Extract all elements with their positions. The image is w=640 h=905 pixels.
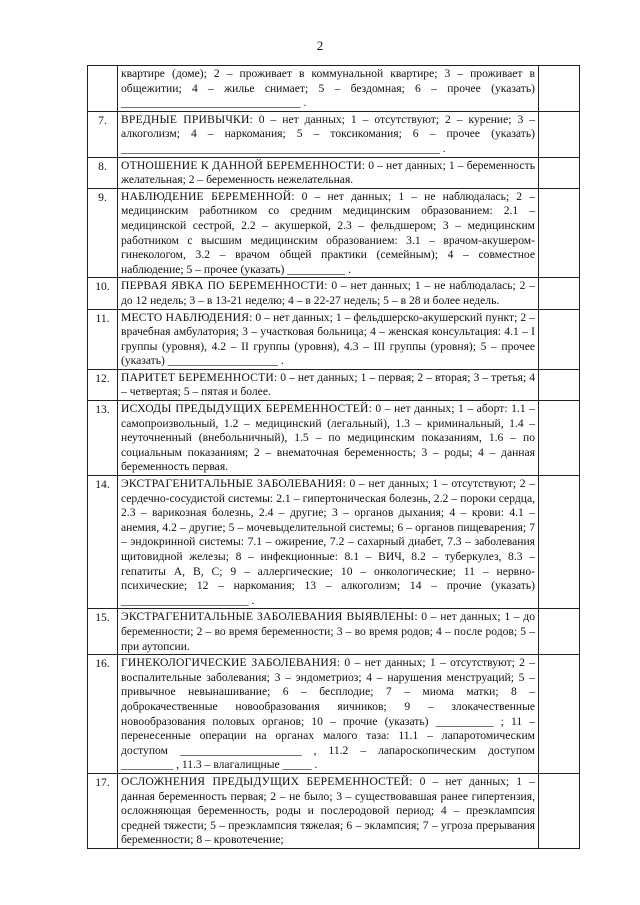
- answer-cell[interactable]: [539, 309, 580, 369]
- item-number: 11.: [88, 309, 118, 369]
- item-heading: ОСЛОЖНЕНИЯ ПРЕДЫДУЩИХ БЕРЕМЕННОСТЕЙ: [121, 774, 410, 788]
- item-text: [118, 111, 539, 157]
- item-number: 9.: [88, 188, 118, 278]
- item-text: [118, 655, 539, 774]
- item-text: [118, 609, 539, 655]
- table-row: [88, 157, 580, 188]
- table-row: [88, 66, 580, 112]
- item-text: [118, 66, 539, 112]
- item-options: : 0 – нет данных; 1 – до беременности; 2 – во время беременности; 3 – во время родов; 4 – после родов; 5 – при аутопсии.: [121, 610, 535, 653]
- item-options: квартире (доме); 2 – проживает в коммунальной квартире; 3 – проживает в общежитии; 4 – жилье снимает; 5 – бездомная; 6 – прочее (указать) _______________________________ .: [121, 67, 535, 110]
- answer-cell[interactable]: [539, 773, 580, 848]
- answer-cell[interactable]: [539, 401, 580, 476]
- answer-cell[interactable]: [539, 476, 580, 609]
- item-number: 16.: [88, 655, 118, 774]
- questionnaire-table: [87, 65, 580, 849]
- item-number: 17.: [88, 773, 118, 848]
- table-row: [88, 188, 580, 278]
- table-row: [88, 111, 580, 157]
- item-number: 14.: [88, 476, 118, 609]
- item-number: 7.: [88, 111, 118, 157]
- item-text: [118, 157, 539, 188]
- item-number: 15.: [88, 609, 118, 655]
- item-options: : 0 – нет данных; 1 – фельдшерско-акушерский пункт; 2 – врачебная амбулатория; 3 – участковая больница; 4 – женская консультация: 4.1 – I группы (уровня), 4.2 – II группы (уровня), 4.3 – III группы (уровня); 5 – прочее (указать) ___________________ .: [121, 310, 535, 368]
- table-row: [88, 401, 580, 476]
- answer-cell[interactable]: [539, 369, 580, 400]
- item-text: [118, 773, 539, 848]
- item-options: : 0 – нет данных; 1 – аборт: 1.1 – самопроизвольный, 1.2 – медицинский (легальный), 1.3 – криминальный, 1.4 – неуточненный (внебольничный), 1.5 – по медицинским показаниям, 1.6 – по социальным показаниям; 2 – внематочная беременность; 3 – роды; 4 – данная беременность первая.: [121, 402, 535, 474]
- item-number: 10.: [88, 278, 118, 309]
- table-row: [88, 773, 580, 848]
- item-text: [118, 278, 539, 309]
- item-options: : 0 – нет данных; 1 – не наблюдалась; 2 – до 12 недель; 3 – в 13-21 неделю; 4 – в 22-27 недель; 5 – в 28 и более недель.: [121, 279, 535, 307]
- item-options: : 0 – нет данных; 1 – отсутствуют; 2 – воспалительные заболевания; 3 – эндометриоз; 4 – нарушения менструаций; 5 – привычное невынашивание; 6 – бесплодие; 7 – миома матки; 8 – доброкачественные новообразования яичников; 9 – злокачественные новообразования половых органов; 10 – прочие (указать) __________ ; 11 – перенесенные операции на органах малого таза: 11.1 – лапаротомическим доступом _____________________ , 11.2 – лапароскопическим доступом _________ , 11.3 – влагалищные _____ .: [121, 656, 536, 772]
- item-heading: ЭКСТРАГЕНИТАЛЬНЫЕ ЗАБОЛЕВАНИЯ: [121, 477, 343, 491]
- item-options: : 0 – нет данных; 1 – не наблюдалась; 2 – медицинским работником со средним медицинским образованием: 2.1 – медицинской сестрой, 2.2 – акушеркой, 2.3 – фельдшером; 3 – медицинским работником с высшим медицинским образованием: 3.1 – врачом-акушером-гинекологом, 3.2 – врачом общей практики (семейным); 4 – совместное наблюдение; 5 – прочее (указать) __________ .: [121, 189, 535, 276]
- table-row: [88, 655, 580, 774]
- answer-cell[interactable]: [539, 609, 580, 655]
- item-heading: ЭКСТРАГЕНИТАЛЬНЫЕ ЗАБОЛЕВАНИЯ ВЫЯВЛЕНЫ: [121, 610, 415, 624]
- item-heading: МЕСТО НАБЛЮДЕНИЯ: [121, 310, 250, 324]
- item-heading: ВРЕДНЫЕ ПРИВЫЧКИ: [121, 112, 250, 126]
- answer-cell[interactable]: [539, 66, 580, 112]
- page-number: 2: [316, 38, 324, 53]
- answer-cell[interactable]: [539, 655, 580, 774]
- item-number: 8.: [88, 157, 118, 188]
- item-options: : 0 – нет данных; 1 – данная беременность первая; 2 – не было; 3 – существовавшая ранее гипертензия, осложняющая беременность, роды и послеродовой период; 4 – преэклампсия средней тяжести; 5 – преэклампсия тяжелая; 6 – эклампсия; 7 – угроза прерывания беременности; 8 – кровотечение;: [121, 774, 535, 847]
- item-heading: ПАРИТЕТ БЕРЕМЕННОСТИ: [121, 370, 274, 384]
- item-number: [88, 66, 118, 112]
- item-text: [118, 401, 539, 476]
- item-options: : 0 – нет данных; 1 – отсутствуют; 2 – сердечно-сосудистой системы: 2.1 – гипертоническая болезнь, 2.2 – пороки сердца, 2.3 – варикозная болезнь, 2.4 – другие; 3 – органов дыхания; 4 – крови: 4.1 – анемия, 4.2 – другие; 5 – мочевыделительной системы; 6 – органов пищеварения; 7 – эндокринной системы: 7.1 – ожирение, 7.2 – сахарный диабет, 7.3 – заболевания щитовидной железы; 8 – инфекционные: 8.1 – ВИЧ, 8.2 – туберкулез, 8.3 – гепатиты A, B, C; 9 – аллергические; 10 – онкологические; 11 – нервно-психические; 12 – наркомания; 13 – алкоголизм; 14 – прочие (указать) ______________________ .: [121, 477, 535, 607]
- answer-cell[interactable]: [539, 157, 580, 188]
- item-number: 12.: [88, 369, 118, 400]
- item-text: [118, 476, 539, 609]
- questionnaire-rows: [88, 66, 580, 849]
- answer-cell[interactable]: [539, 278, 580, 309]
- table-row: [88, 278, 580, 309]
- answer-cell[interactable]: [539, 188, 580, 278]
- item-text: [118, 188, 539, 278]
- item-heading: ПЕРВАЯ ЯВКА ПО БЕРЕМЕННОСТИ: [121, 279, 325, 293]
- item-text: [118, 369, 539, 400]
- item-options: : 0 – нет данных; 1 – беременность желательная; 2 – беременность нежелательная.: [121, 158, 536, 187]
- item-heading: ИСХОДЫ ПРЕДЫДУЩИХ БЕРЕМЕННОСТЕЙ: [121, 402, 369, 416]
- item-heading: ГИНЕКОЛОГИЧЕСКИЕ ЗАБОЛЕВАНИЯ: [121, 656, 337, 670]
- item-number: 13.: [88, 401, 118, 476]
- table-row: [88, 369, 580, 400]
- table-row: [88, 609, 580, 655]
- item-options: : 0 – нет данных; 1 – первая; 2 – вторая; 3 – третья; 4 – четвертая; 5 – пятая и более.: [121, 370, 535, 399]
- item-options: : 0 – нет данных; 1 – отсутствуют; 2 – курение; 3 – алкоголизм; 4 – наркомания; 5 – токсикомания; 6 – прочее (указать) _______________________________________________________ .: [121, 112, 535, 155]
- table-row: [88, 476, 580, 609]
- item-text: [118, 309, 539, 369]
- item-heading: НАБЛЮДЕНИЕ БЕРЕМЕННОЙ: [121, 189, 292, 203]
- answer-cell[interactable]: [539, 111, 580, 157]
- table-row: [88, 309, 580, 369]
- item-heading: ОТНОШЕНИЕ К ДАННОЙ БЕРЕМЕННОСТИ: [121, 158, 362, 172]
